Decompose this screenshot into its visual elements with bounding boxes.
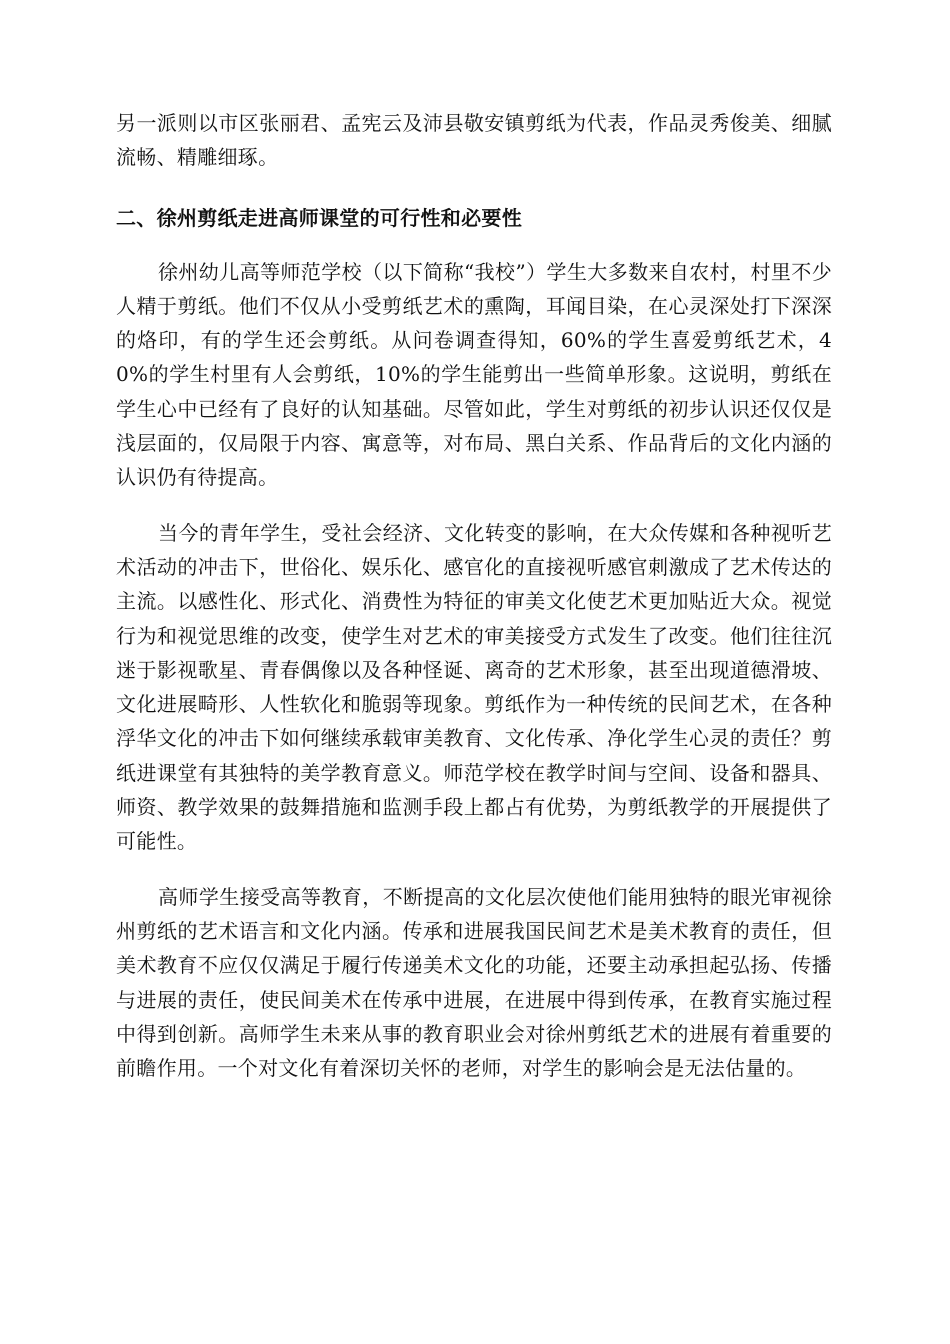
spacer bbox=[116, 175, 832, 201]
spacer bbox=[116, 859, 832, 880]
paragraph-2: 当今的青年学生，受社会经济、文化转变的影响，在大众传媒和各种视听艺术活动的冲击下，世俗化、娱乐化、感官化的直接视听感官刺激成了艺术传达的主流。以感性化、形式化、消费性为特征的审美文化使艺术更加贴近大众。视觉行为和视觉思维的改变，使学生对艺术的审美接受方式发生了改变。他们往往沉迷于影视歌星、青春偶像以及各种怪诞、离奇的艺术形象，甚至出现道德滑坡、文化进展畸形、人性软化和脆弱等现象。剪纸作为一种传统的民间艺术，在各种浮华文化的冲击下如何继续承载审美教育、文化传承、净化学生心灵的责任？剪纸进课堂有其独特的美学教育意义。师范学校在教学时间与空间、设备和器具、师资、教学效果的鼓舞措施和监测手段上都占有优势，为剪纸教学的开展提供了可能性。 bbox=[116, 520, 832, 854]
paragraph-intro: 另一派则以市区张丽君、孟宪云及沛县敬安镇剪纸为代表，作品灵秀俊美、细腻流畅、精雕细琢。 bbox=[116, 111, 832, 170]
spacer bbox=[116, 495, 832, 516]
paragraph-1: 徐州幼儿高等师范学校（以下简称“我校”）学生大多数来自农村，村里不少人精于剪纸。他们不仅从小受剪纸艺术的熏陶，耳闻目染，在心灵深处打下深深的烙印，有的学生还会剪纸。从问卷调查得知，60%的学生喜爱剪纸艺术，40%的学生村里有人会剪纸，10%的学生能剪出一些简单形象。这说明，剪纸在学生心中已经有了良好的认知基础。尽管如此，学生对剪纸的初步认识还仅仅是浅层面的，仅局限于内容、寓意等，对布局、黑白关系、作品背后的文化内涵的认识仍有待提高。 bbox=[116, 259, 832, 490]
spacer bbox=[116, 235, 832, 255]
paragraph-3: 高师学生接受高等教育，不断提高的文化层次使他们能用独特的眼光审视徐州剪纸的艺术语言和文化内涵。传承和进展我国民间艺术是美术教育的责任，但美术教育不应仅仅满足于履行传递美术文化的功能，还要主动承担起弘扬、传播与进展的责任，使民间美术在传承中进展，在进展中得到传承，在教育实施过程中得到创新。高师学生未来从事的教育职业会对徐州剪纸艺术的进展有着重要的前瞻作用。一个对文化有着深切关怀的老师，对学生的影响会是无法估量的。 bbox=[116, 884, 832, 1081]
section-heading: 二、徐州剪纸走进高师课堂的可行性和必要性 bbox=[116, 205, 522, 230]
document-page bbox=[116, 106, 832, 1085]
